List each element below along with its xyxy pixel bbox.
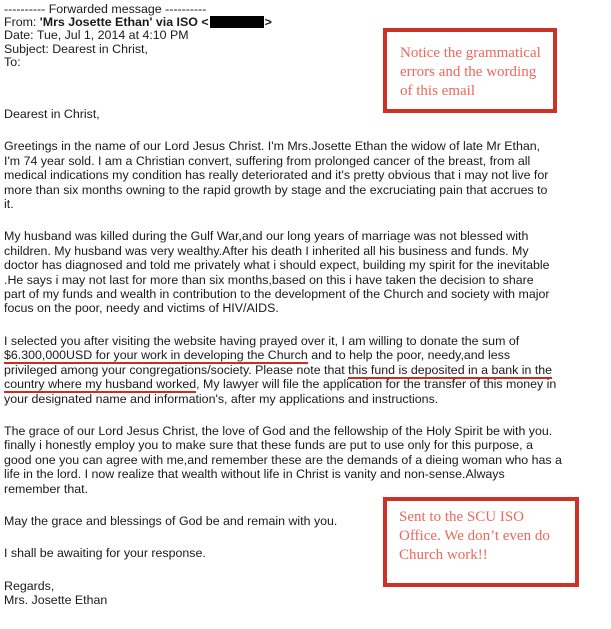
annotation-line: Office. We don’t even do <box>399 528 550 544</box>
body-text: , My lawyer will file the application for the transfer of this money in <box>196 377 557 392</box>
body-text: The grace of our Lord Jesus Christ, the love of God and the fellowship of the Holy Spirit be with you. <box>4 423 553 438</box>
subject-line: Subject: Dearest in Christ, <box>4 41 148 56</box>
body-line <box>4 348 611 362</box>
body-text: children. My husband was very wealthy.After his death I inherited all his business and funds. My <box>4 243 529 258</box>
red-underlined-text: country where my husband worked <box>4 377 197 392</box>
body-text: I'm 74 year sold. I am a Christian convert, suffering from prolonged cancer of the breast, from all <box>4 153 531 168</box>
body-text: .He says i may not last for more than six months,based on this i have taken the decision to share <box>4 272 534 287</box>
body-text: I shall be awaiting for your response. <box>4 546 206 561</box>
body-line <box>4 438 611 452</box>
angle-open: < <box>197 15 209 30</box>
body-line <box>4 467 611 481</box>
annotation-line: of this email <box>400 83 475 99</box>
paragraph <box>4 334 611 406</box>
body-text: Dearest in Christ, <box>4 107 100 122</box>
red-underlined-text: $6.300,000USD for your work in developing the Church <box>4 348 308 363</box>
body-text: part of my funds and wealth in contribution to the development of the Church and society with major <box>4 287 550 302</box>
body-line <box>4 287 611 301</box>
annotation-line: Notice the grammatical <box>400 45 541 61</box>
annotation-line: errors and the wording <box>400 64 537 80</box>
body-text: privileged among your congregations/society. Please note that <box>4 362 349 377</box>
red-underlined-text: this fund is deposited in a bank in the <box>348 362 553 377</box>
body-text: finally i honestly employ you to make sure that these funds are put to use only for this purpose, a <box>4 438 533 453</box>
body-line <box>4 424 611 438</box>
body-text: Regards, <box>4 578 55 593</box>
annotation-grammar-note <box>383 28 557 113</box>
body-line <box>4 183 611 197</box>
body-text: focus on the poor, needy and victims of HIV/AIDS. <box>4 301 279 316</box>
body-line <box>4 139 611 153</box>
body-text: Mrs. Josette Ethan <box>4 593 108 608</box>
annotation-line: Sent to the SCU ISO <box>399 509 525 525</box>
body-line <box>4 334 611 348</box>
body-line <box>4 154 611 168</box>
body-line <box>4 273 611 287</box>
body-line <box>4 392 611 406</box>
redacted-email-bar-icon <box>210 16 264 28</box>
body-line <box>4 377 611 391</box>
body-line <box>4 453 611 467</box>
paragraph <box>4 139 611 211</box>
body-text: I selected you after visiting the website having prayed over it, I am willing to donate the sum of <box>4 333 520 348</box>
from-name: 'Mrs Josette Ethan' via ISO <box>39 15 198 30</box>
body-line <box>4 197 611 211</box>
body-line <box>4 168 611 182</box>
body-text: Greetings in the name of our Lord Jesus Christ. I'm Mrs.Josette Ethan the widow of late Mr Ethan, <box>4 139 541 154</box>
body-text: May the grace and blessings of God be and remain with you. <box>4 513 338 528</box>
angle-close: > <box>264 15 272 30</box>
body-text: doctor has diagnosed and told me privately what i should expect, building my spirit for the inevitable <box>4 258 550 273</box>
paragraph <box>4 229 611 315</box>
body-text: and to help the poor, needy,and less <box>307 348 511 363</box>
body-text: medical indications my condition has really deteriorated and it's pretty obvious that i may not live for <box>4 168 549 183</box>
body-line <box>4 301 611 315</box>
forwarded-separator: ---------- Forwarded message ---------- <box>4 2 207 16</box>
annotation-scu-iso-note <box>383 497 579 587</box>
body-text: good one you can agree with me,and remember these are the demands of a dieing woman who has a <box>4 452 562 467</box>
date-line: Date: Tue, Jul 1, 2014 at 4:10 PM <box>4 28 189 43</box>
body-text: your designated name and information's, after my applications and instructions. <box>4 391 439 406</box>
from-label: From: <box>4 15 40 30</box>
to-line: To: <box>4 54 21 69</box>
body-line <box>4 258 611 272</box>
annotation-line: Church work!! <box>399 547 488 563</box>
body-line <box>4 482 611 496</box>
body-text: My husband was killed during the Gulf War,and our long years of marriage was not blessed with <box>4 229 529 244</box>
body-line <box>4 363 611 377</box>
body-text: it. <box>4 197 14 212</box>
body-line <box>4 229 611 243</box>
body-text: more than six months owning to the rapid growth by stage and the excruciating pain that accrues to <box>4 182 548 197</box>
paragraph <box>4 424 611 496</box>
body-line <box>4 593 611 607</box>
body-line <box>4 244 611 258</box>
body-text: life in the lord. I now realize that wealth without life in Christ is vanity and non-sense.Always <box>4 467 505 482</box>
body-text: remember that. <box>4 481 89 496</box>
